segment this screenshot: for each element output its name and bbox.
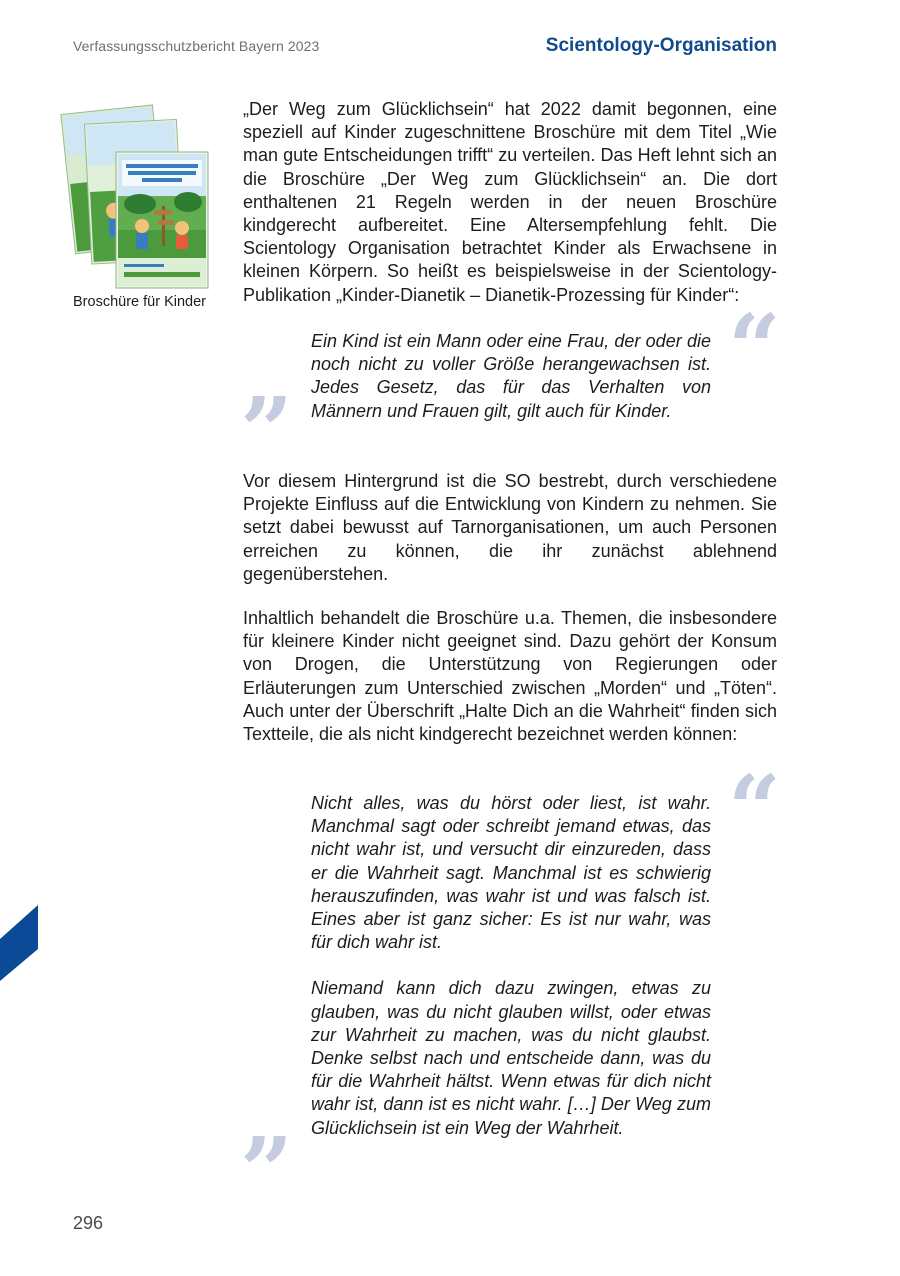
quote-paragraph: Ein Kind ist ein Mann oder eine Frau, der oder die noch nicht zu voller Größe herangewachsen ist. Jedes Gesetz, das für das Verhalten von Männern und Frauen gilt, gilt auch für Kinder.	[311, 331, 711, 421]
running-header-chapter: Scientology-Organisation	[545, 35, 777, 56]
closing-quote-mark-icon: ”	[240, 1117, 293, 1225]
page-number: 296	[73, 1213, 104, 1233]
paragraph-text: „Der Weg zum Glücklichsein“ hat 2022 damit begonnen, eine speziell auf Kinder zugeschnittene Broschüre mit dem Titel „Wie man gute Entscheidungen trifft“ zu verteilen. Das Heft lehnt sich an die Broschüre „Der Weg zum Glücklichsein“ an. Die dort enthaltenen 21 Regeln werden in der neuen Broschüre kindgerecht aufbereitet. Eine Altersempfehlung fehlt. Die Scientology Organisation betrachtet Kinder als Erwachsene in kleinen Körpern. So heißt es beispielsweise in der Scientology-Publikation „Kinder-Dianetik – Dianetik-Prozessing für Kinder“:	[243, 99, 777, 305]
running-header-publication: Verfassungsschutzbericht Bayern 2023	[73, 38, 320, 54]
chapter-tab-marker	[0, 905, 38, 981]
quote-paragraph: Nicht alles, was du hörst oder liest, ist wahr. Manchmal sagt oder schreibt jemand etwas, das nicht wahr ist, und versucht dir einzureden, dass er die Wahrheit sagt. Manchmal ist es schwierig herauszufinden, was wahr ist und was falsch ist. Eines aber ist ganz sicher: Es ist nur wahr, was für dich wahr ist.	[311, 793, 711, 953]
figure-caption: Broschüre für Kinder	[73, 294, 206, 310]
paragraph-text: Vor diesem Hintergrund ist die SO bestrebt, durch verschiedene Projekte Einfluss auf die Entwicklung von Kindern zu nehmen. Sie setzt dabei bewusst auf Tarnorganisationen, um auch Personen erreichen zu können, die ihr zunächst ablehnend gegenüberstehen.	[243, 471, 777, 584]
body-paragraph-2	[243, 470, 777, 586]
quote-paragraph: Niemand kann dich dazu zwingen, etwas zu glauben, was du nicht glauben willst, oder etwas zur Wahrheit zu machen, was du nicht glaubst. Denke selbst nach und entscheide dann, was du für die Wahrheit hältst. Wenn etwas für dich nicht wahr ist, dann ist es nicht wahr. […] Der Weg zum Glücklichsein ist ein Weg der Wahrheit.	[311, 978, 711, 1138]
body-paragraph-3	[243, 607, 777, 746]
block-quote-1	[311, 330, 711, 423]
opening-quote-mark-icon: “	[728, 294, 781, 402]
brochure-image	[58, 100, 218, 290]
paragraph-text: Inhaltlich behandelt die Broschüre u.a. Themen, die insbesondere für kleinere Kinder nicht geeignet sind. Dazu gehört der Konsum von Drogen, die Unterstützung von Regierungen oder Erläuterungen zum Unterschied zwischen „Morden“ und „Töten“. Auch unter der Überschrift „Halte Dich an die Wahrheit“ finden sich Textteile, die als nicht kindgerecht bezeichnet werden können:	[243, 608, 777, 745]
block-quote-2	[311, 792, 711, 1140]
opening-quote-mark-icon: “	[728, 755, 781, 863]
closing-quote-mark-icon: ”	[240, 377, 293, 485]
body-paragraph-1	[243, 98, 777, 307]
